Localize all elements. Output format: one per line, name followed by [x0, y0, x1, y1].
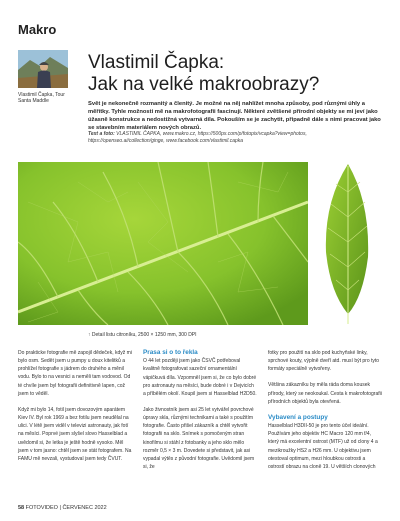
title-line-2: Jak na velké makroobrazy? — [88, 74, 320, 95]
credits-label: Text a foto: — [88, 131, 115, 137]
image-caption-text: Detail listu citroníku, 2500 × 1250 mm, 300 DPI — [91, 332, 197, 338]
page-number: 58 — [18, 505, 25, 511]
author-photo — [18, 50, 68, 88]
paragraph: Jako živnostník jsem asi 25 let vytvářel povrchové úpravy skla, různými technikami a také s použitím fotografie. Často přišel zákazník a chtěl vytvořit fotografii na sklo. Snímek s pomočeným stran kinofilmu si stáhl z fotobanky a jeho sklo mělo rozměr 0,5 × 3 m. Dovedete si představit, jak asi vypadal výtěs z původní fotografie. Uvědomil jsem si, že — [143, 406, 255, 471]
magazine-name: FOTOVIDEO — [25, 505, 58, 511]
paragraph: Hasselblad H3DII-50 je pro tento účel ideální. Používám jeho objektiv HC Macro 120 mm f/4, který má excelentní ostrost (MTF) už od clony 4 a mezikroužky HS2 a H26 mm. U objektivu jsem otestoval optimum, mezi hloubkou ostrosti a ostrostí obrazu na cloně 19. U větších clonových — [268, 423, 378, 470]
paragraph: fotky pro použití na sklo pod kuchyňské linky, sprchové kouty, výplně dveří atd. musí být pro tyto formáty speciálně vytvořeny. — [268, 350, 380, 373]
column-2 — [143, 349, 257, 471]
subheading: Vybavení a postupy — [268, 413, 328, 421]
column-1 — [18, 349, 132, 463]
article-title — [88, 52, 319, 96]
column-3 — [268, 349, 382, 471]
subheading: Prasa si o to řekla — [143, 349, 198, 356]
paragraph: O 44 let později jsem jako ČSVČ potřeboval kvalitně fotografovat sazeční ornamentální vápičkuvá díla. Vzpomněl jsem si, že co bylo dobré pro astronauty na měsíci, bude dobré i v Dejvicích a příbělém okolí. Koupil jsem si Hasselblad H2D50. — [143, 358, 257, 397]
section-label: Makro — [18, 22, 57, 37]
paragraph: Většina zákazníku by měla ráda doma kousek přírody, který se neokoukal. Cesta k makrofotografii přírodních objektů byla otevřená. — [268, 382, 382, 405]
issue-date: ČERVENEC 2022 — [62, 505, 107, 511]
leaf-detail-image — [18, 162, 382, 325]
page-footer: 58 FOTOVIDEO | ČERVENEC 2022 — [18, 505, 107, 511]
lead-paragraph: Svět je nekonečně rozmanitý a členitý. Je možné na něj nahlížet mnoha způsoby, pod různými úhly a měřítky. Tyhle možnosti mě na makrofotografii fascinují. Některé zvětšené přírodní objekty se mi jeví jako úžasně konstrukce a nedostižná vytvarná díla. Pokouším se je zachytit, připadně dále s nimi pracovat jako se stavebním materiálem nových obrazů. — [88, 101, 381, 132]
arrow-up-icon: ↑ — [88, 332, 91, 338]
title-line-1: Vlastimil Čapka: — [88, 52, 225, 73]
image-caption — [88, 332, 328, 338]
paragraph: Do prakticke fotografie mě zapojil dědeček, když mi bylo osm. Sedět jsem u pumpy u doux kitelitků a prohlížel fotografie s jádrem do druhého a měnil vodu. Bylo to na vesnici a neměli tam vodovod. Od té chvíle jsem byl fotografii definitivně lapen, což jsem to věděl. — [18, 350, 132, 397]
credits-text: VLASTIMIL ČAPKA, www.makro.cz, https://500px.com/p/fotopix/vcapka?view=photos, https://openseo.ai/collection/ginge, www.facebook.com/vlastimil.capka — [88, 131, 307, 144]
paragraph: Když mi bylo 14, fotil jsem dovozovým aparátem Kiev IV. Byl rok 1969 a bez fotilu jsem neudělal na ulici. V létě jsem viděl v televizi astronauty, jak fotí na měsíci. Poprvé jsem slyšel slovo Hasselblad a uvědomil si, že letka je ještě hodně vysoko. Měl jsem v tom jasno: chtěl jsem se stát fotografem. Na FAMU mě nevzali, vystudoval jsem tedy ČVUT. — [18, 406, 132, 462]
author-caption: Vlastimil Čapka, Tour Santa Maddle — [18, 92, 65, 104]
credits — [88, 131, 384, 145]
